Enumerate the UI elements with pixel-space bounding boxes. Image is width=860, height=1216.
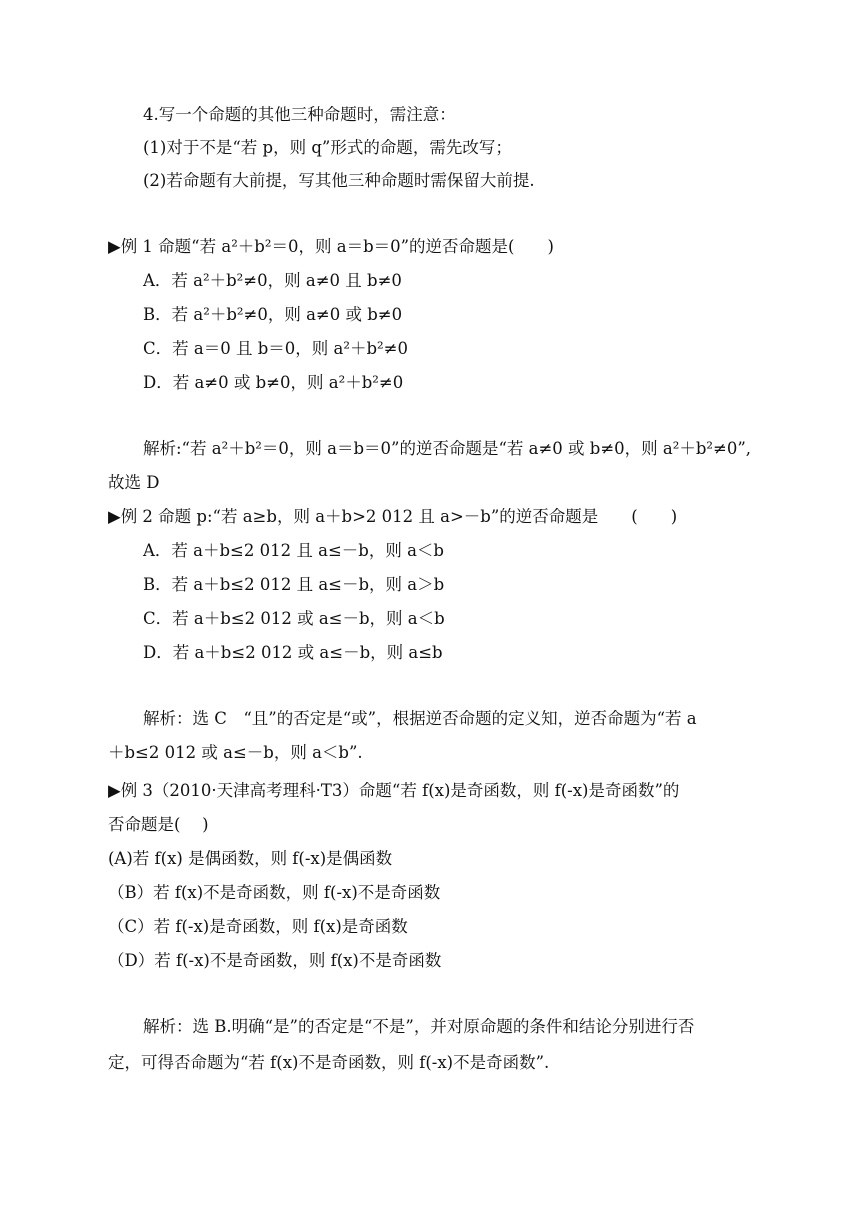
example-3-solution-line-2: 定，可得否命题为“若 f(x)不是奇函数，则 f(-x)不是奇函数”.	[108, 1053, 550, 1072]
example-3-question-line-2: 否命题是( )	[108, 815, 209, 834]
example-1-option-c: C．若 a＝0 且 b＝0，则 a²＋b²≠0	[143, 339, 408, 358]
example-3-option-b: （B）若 f(x)不是奇函数，则 f(-x)不是奇函数	[108, 883, 441, 902]
note-4: 4.写一个命题的其他三种命题时，需注意：	[143, 105, 456, 124]
example-1-question: ▶例 1 命题“若 a²＋b²＝0，则 a＝b＝0”的逆否命题是( )	[108, 237, 554, 256]
example-1-option-a: A．若 a²＋b²≠0，则 a≠0 且 b≠0	[143, 271, 402, 290]
example-2-option-c: C．若 a＋b≤2 012 或 a≤－b，则 a＜b	[143, 609, 445, 628]
example-2-option-a: A．若 a＋b≤2 012 且 a≤－b，则 a＜b	[143, 541, 444, 560]
example-2-option-b: B．若 a＋b≤2 012 且 a≤－b，则 a＞b	[143, 575, 445, 594]
example-3-option-d: （D）若 f(-x)不是奇函数，则 f(x)不是奇函数	[108, 951, 442, 970]
example-1-option-b: B．若 a²＋b²≠0，则 a≠0 或 b≠0	[143, 305, 403, 324]
example-2-option-d: D．若 a＋b≤2 012 或 a≤－b，则 a≤b	[143, 643, 443, 662]
example-3-option-a: (A)若 f(x) 是偶函数，则 f(-x)是偶函数	[108, 849, 393, 868]
example-2-solution-line-2: ＋b≤2 012 或 a≤－b，则 a＜b”.	[108, 743, 363, 762]
example-2-question: ▶例 2 命题 p:“若 a≥b，则 a＋b>2 012 且 a>－b”的逆否命题是 ( )	[108, 507, 678, 526]
example-3-solution-line-1: 解析：选 B.明确“是”的否定是“不是”，并对原命题的条件和结论分别进行否	[143, 1017, 695, 1036]
note-4-1: (1)对于不是“若 p，则 q”形式的命题，需先改写；	[143, 138, 512, 157]
example-3-question-line-1: ▶例 3（2010·天津高考理科·T3）命题“若 f(x)是奇函数，则 f(-x)是奇函数”的	[108, 781, 680, 800]
example-2-solution-line-1: 解析：选 C “且”的否定是“或”，根据逆否命题的定义知，逆否命题为“若 a	[143, 709, 697, 728]
example-3-option-c: （C）若 f(-x)是奇函数，则 f(x)是奇函数	[108, 917, 408, 936]
example-1-solution-line-1: 解析:“若 a²＋b²＝0，则 a＝b＝0”的逆否命题是“若 a≠0 或 b≠0，则 a²＋b²≠0”,	[143, 439, 752, 458]
note-4-2: (2)若命题有大前提，写其他三种命题时需保留大前提.	[143, 171, 535, 190]
example-1-solution-line-2: 故选 D	[108, 473, 160, 492]
example-1-option-d: D．若 a≠0 或 b≠0，则 a²＋b²≠0	[143, 373, 404, 392]
